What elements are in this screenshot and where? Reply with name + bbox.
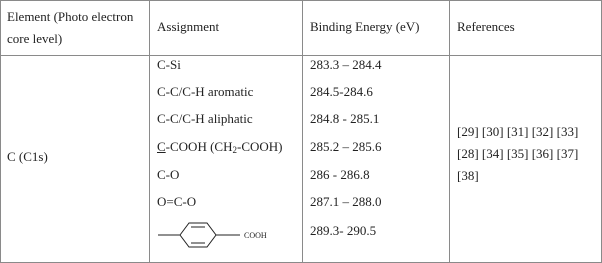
assignment-row-4-text: -COOH (CH [165, 139, 233, 154]
column-divider-1 [149, 0, 150, 263]
assignment-row-6: O=C-O [157, 194, 197, 209]
energy-row-1: 283.3 – 284.4 [310, 57, 382, 72]
assignment-row-4-tail: -COOH) [236, 139, 283, 154]
header-references: References [457, 19, 515, 34]
benzoic-acid-structure [152, 218, 282, 252]
assignment-row-4-subscript: 2 [232, 145, 237, 155]
energy-row-5: 286 - 286.8 [310, 167, 370, 182]
assignment-row-3: C-C/C-H aliphatic [157, 111, 253, 126]
cooh-label: COOH [244, 231, 267, 240]
header-element [7, 6, 133, 50]
header-element-line2: core level) [7, 31, 63, 46]
references-cell [457, 121, 578, 187]
header-assignment: Assignment [157, 19, 220, 34]
references-line-1: [29] [30] [31] [32] [33] [457, 124, 579, 139]
energy-row-2: 284.5-284.6 [310, 84, 373, 99]
energy-row-6: 287.1 – 288.0 [310, 194, 382, 209]
assignment-row-1: C-Si [157, 57, 181, 72]
assignment-row-4 [157, 139, 282, 155]
assignment-row-4-carbon: C [157, 139, 166, 154]
energy-row-3: 284.8 - 285.1 [310, 111, 380, 126]
assignment-row-2: C-C/C-H aromatic [157, 84, 254, 99]
table-border-top [0, 0, 602, 1]
column-divider-2 [302, 0, 303, 263]
benzoic-acid-structure-drawing [152, 218, 282, 252]
energy-row-4: 285.2 – 285.6 [310, 139, 382, 154]
column-divider-3 [449, 0, 450, 263]
energy-row-7: 289.3- 290.5 [310, 223, 377, 238]
assignment-row-5: C-O [157, 167, 180, 182]
table-border-left [0, 0, 1, 263]
header-binding-energy: Binding Energy (eV) [310, 19, 420, 34]
element-label: C (C1s) [7, 149, 48, 164]
header-element-line1: Element (Photo electron [7, 9, 134, 24]
references-line-3: [38] [457, 168, 479, 183]
header-divider [0, 55, 602, 56]
references-line-2: [28] [34] [35] [36] [37] [457, 146, 579, 161]
